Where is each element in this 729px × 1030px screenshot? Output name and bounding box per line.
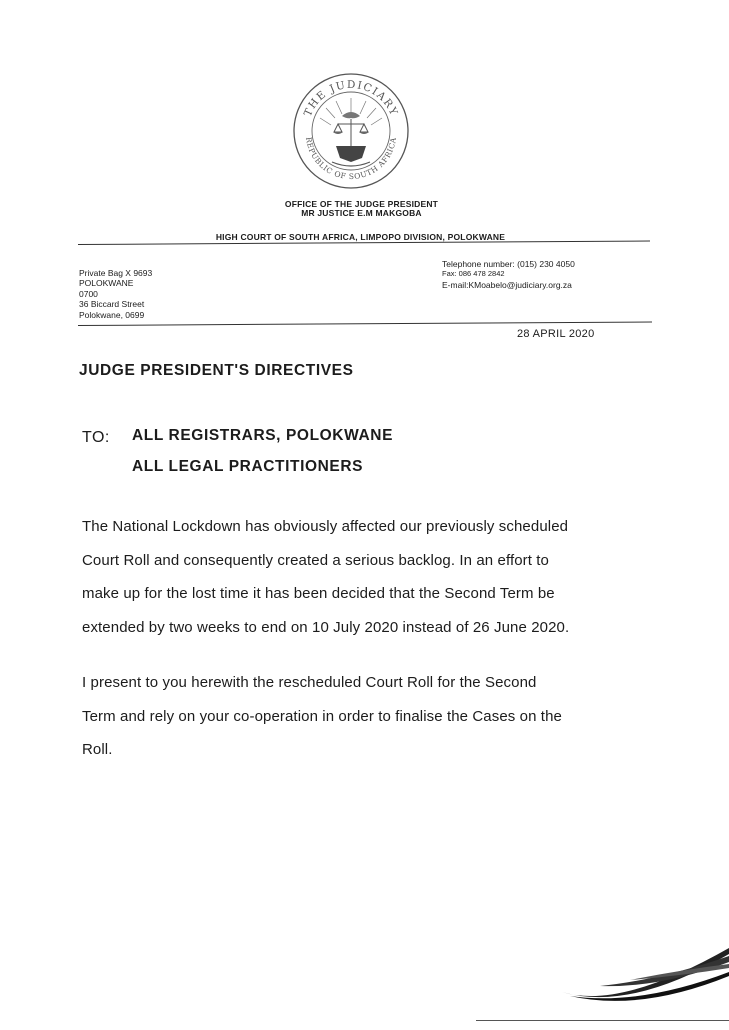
- paragraph: [82, 510, 672, 644]
- paragraph-line: Term and rely on your co-operation in order to finalise the Cases on the: [82, 707, 562, 725]
- fax: Fax: 086 478 2842: [442, 269, 505, 279]
- address-line: 36 Biccard Street: [79, 299, 145, 310]
- court-division: HIGH COURT OF SOUTH AFRICA, LIMPOPO DIVISION, POLOKWANE: [215, 232, 506, 242]
- seal-top-text: THE JUDICIARY: [301, 78, 401, 119]
- paragraph-line: I present to you herewith the rescheduled Court Roll for the Second: [82, 674, 537, 691]
- office-title: OFFICE OF THE JUDGE PRESIDENT: [284, 199, 439, 209]
- address-line: 0700: [79, 288, 98, 299]
- document-title: JUDGE PRESIDENT'S DIRECTIVES: [79, 362, 354, 379]
- telephone: Telephone number: (015) 230 4050: [442, 259, 575, 269]
- address-line: POLOKWANE: [79, 278, 134, 289]
- paragraph-line: Court Roll and consequently created a serious backlog. In an effort to: [82, 551, 549, 569]
- paragraph-line: extended by two weeks to end on 10 July 2020 instead of 26 June 2020.: [82, 618, 570, 636]
- paragraph-line: Roll.: [82, 741, 113, 758]
- recipients-label: TO:: [82, 429, 110, 446]
- paragraph-line: make up for the lost time it has been decided that the Second Term be: [82, 585, 555, 602]
- email: E-mail:KMoabelo@judiciary.org.za: [442, 279, 572, 290]
- address-line: Private Bag X 9693: [79, 268, 153, 278]
- footer-line: [476, 1020, 729, 1021]
- recipient-line: ALL REGISTRARS, POLOKWANE: [132, 427, 394, 444]
- address-divider: [78, 321, 652, 326]
- postal-address: [79, 268, 152, 320]
- address-line: Polokwane, 0699: [79, 309, 145, 320]
- paragraph: [82, 666, 672, 767]
- paragraph-line: The National Lockdown has obviously affected our previously scheduled: [82, 518, 569, 535]
- footer-swoosh-graphic: [560, 940, 729, 1010]
- judiciary-seal: [292, 72, 410, 190]
- recipient-line: ALL LEGAL PRACTITIONERS: [132, 458, 364, 475]
- judge-name: MR JUSTICE E.M MAKGOBA: [301, 208, 422, 218]
- seal-bottom-text: REPUBLIC OF SOUTH AFRICA: [304, 136, 398, 182]
- letter-date: 28 APRIL 2020: [517, 328, 595, 340]
- contact-details: [442, 259, 575, 290]
